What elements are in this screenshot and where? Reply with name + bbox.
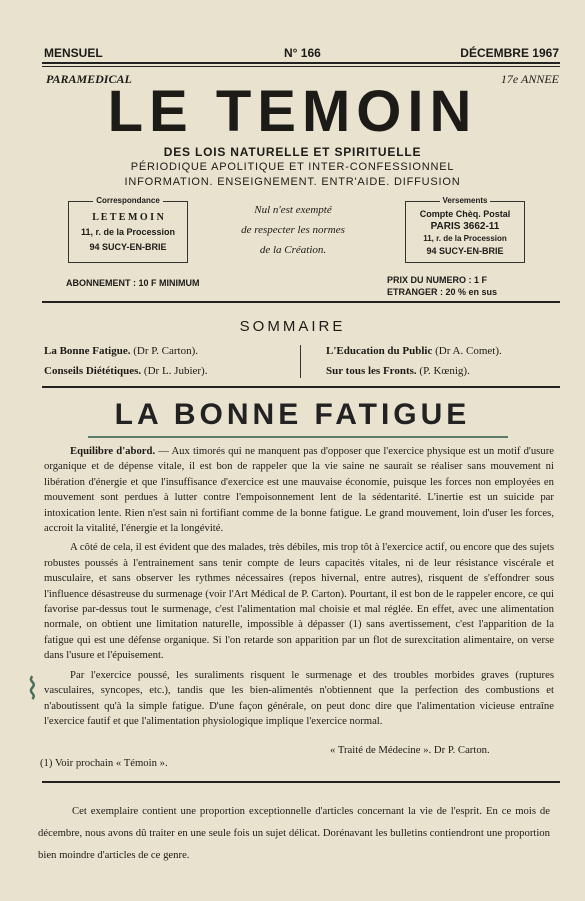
paragraph-3: Par l'exercice poussé, les suraliments risquent le surmenage et des troubles morbides graves (ruptures vasculaires, syncopes, etc.), tandis que les bien-alimentés n'obtiennent que la perfection des combustions et n'aboutissent qu'à la simple fatigue. D'une façon générale, on peut donc dire que l'alimentation vicieuse entraîne l'exercice fautif et que l'alimentation physiologique implique l'exercice normal. bbox=[44, 668, 554, 727]
versements-city: 94 SUCY-EN-BRIE bbox=[426, 246, 504, 256]
sommaire-divider bbox=[300, 345, 301, 378]
masthead-line1: DES LOIS NATURELLE ET SPIRITUELLE bbox=[163, 145, 422, 159]
year-label: 17e ANNEE bbox=[500, 72, 559, 86]
sommaire-item-title: La Bonne Fatigue. bbox=[44, 345, 131, 357]
motto bbox=[222, 200, 364, 260]
footer-rule bbox=[42, 781, 560, 783]
footnote: (1) Voir prochain « Témoin ». bbox=[40, 757, 168, 769]
margin-bracket-icon: ⌇ bbox=[25, 672, 40, 707]
versements-account: Compte Chèq. Postal bbox=[419, 209, 511, 219]
price-line2: ETRANGER : 20 % en sus bbox=[387, 287, 498, 297]
correspondance-street: 11, r. de la Procession bbox=[80, 227, 176, 237]
correspondance-caption: Correspondance bbox=[93, 196, 163, 205]
versements-number: PARIS 3662-11 bbox=[430, 221, 500, 232]
masthead-title: LE TEMOIN bbox=[107, 79, 478, 144]
paragraph-2: A côté de cela, il est évident que des malades, très débiles, mis trop tôt à l'exercice actif, ou encore que des sujets robustes poussés à l'entrainement sans tenir compte de leurs capacités vitales, ni de leur résistance viscérale et musculaire, et sans observer les rythmes nécessaires (repos hivernal, entre autres), risquent de s'effondrer sous l'influence désastreuse du surmenage (voir l'Art Médical de P. Carton). Pourtant, il est bon de le rappeler encore, ce qui favorise par-dessus tout le surmenage, c'est l'alimentation mal choisie et mal réglée. En effet, avec une alimentation normale, on obtient une limitation naturelle, impossible à dépasser (1) sans avertissement, c'est l'apparition de la fatigue qui est une défense organique. Si l'on retarde son apparition par un flot de surexcitation alimentaire, on verse dans l'usure et l'épuisement. bbox=[44, 541, 554, 662]
versements-caption: Versements bbox=[440, 196, 491, 205]
subscription-info: ABONNEMENT : 10 F MINIMUM bbox=[66, 278, 200, 288]
sommaire-item bbox=[326, 365, 470, 377]
article-reference: « Traité de Médecine ». Dr P. Carton. bbox=[330, 744, 490, 756]
sommaire-item-author: (Dr L. Jubier). bbox=[143, 365, 208, 377]
sommaire-item-title: L'Education du Public bbox=[326, 345, 433, 357]
masthead-rule bbox=[42, 301, 560, 303]
correspondance-city: 94 SUCY-EN-BRIE bbox=[89, 242, 167, 252]
sommaire-item-title: Sur tous les Fronts. bbox=[326, 365, 417, 377]
issue-date: DÉCEMBRE 1967 bbox=[460, 46, 559, 60]
price-info bbox=[387, 274, 497, 298]
motto-line3: de la Création. bbox=[259, 244, 327, 256]
correspondance-name: L E T E M O I N bbox=[92, 212, 164, 223]
article-title: LA BONNE FATIGUE bbox=[114, 398, 471, 431]
price-line1: PRIX DU NUMERO : 1 F bbox=[387, 275, 488, 285]
article-body bbox=[44, 444, 554, 729]
issue-number: N° 166 bbox=[284, 46, 321, 60]
top-rule bbox=[42, 62, 560, 64]
sommaire-heading: SOMMAIRE bbox=[239, 318, 346, 335]
versements-street: 11, r. de la Procession bbox=[423, 234, 507, 243]
sommaire-item bbox=[326, 345, 502, 357]
periodicity: MENSUEL bbox=[44, 46, 103, 60]
top-rule-thin bbox=[42, 66, 560, 67]
sommaire-item bbox=[44, 365, 207, 377]
editorial-note-text: Cet exemplaire contient une proportion exceptionnelle d'articles concernant la vie de l'esprit. En ce mois de décembre, nous avons dû traiter en une seule fois un sujet délicat. Dorénavant les bulletins contiendront une proportion bien moindre d'articles de ce genre. bbox=[38, 805, 550, 861]
sommaire-rule bbox=[42, 386, 560, 388]
sommaire-item-author: (Dr A. Comet). bbox=[435, 345, 502, 357]
masthead-line2: PÉRIODIQUE APOLITIQUE ET INTER-CONFESSIONNEL bbox=[130, 161, 455, 173]
masthead-line3: INFORMATION. ENSEIGNEMENT. ENTR'AIDE. DIFFUSION bbox=[124, 176, 461, 188]
motto-line1: Nul n'est exempté bbox=[254, 204, 332, 216]
title-underline bbox=[88, 436, 508, 438]
paragraph-1 bbox=[44, 444, 554, 536]
paragraph-1-text: — Aux timorés qui ne manquent pas d'opposer que l'exercice physique est un motif d'usure organique et de dépense vitale, il est bon de rappeler que la vie saine ne saurait se réaliser sans mouvement ni libération d'énergie et que l'insuffisance d'exercice est une mauvaise économie, puisque les forces non employées en mouvement sont perdues à lutter contre l'empoisonnement lent de la sédentarité. L'inertie est un suicide par intoxication lente. Rien n'est sain ni fortifiant comme de la bonne fatigue. Le grand mouvement, loin d'user les forces, accroit la vitalité, l'énergie et la longévité. bbox=[44, 445, 554, 535]
sommaire-item-author: (P. Kœnig). bbox=[419, 365, 470, 377]
sommaire-item bbox=[44, 345, 198, 357]
sommaire-item-author: (Dr P. Carton). bbox=[133, 345, 199, 357]
versements-box bbox=[405, 196, 525, 263]
paramedical-label: PARAMEDICAL bbox=[46, 72, 132, 86]
editorial-note bbox=[38, 800, 550, 866]
sommaire-item-title: Conseils Diététiques. bbox=[44, 365, 142, 377]
motto-line2: de respecter les normes bbox=[241, 224, 345, 236]
lead-text: Equilibre d'abord. bbox=[70, 445, 156, 457]
correspondance-box bbox=[68, 196, 188, 263]
